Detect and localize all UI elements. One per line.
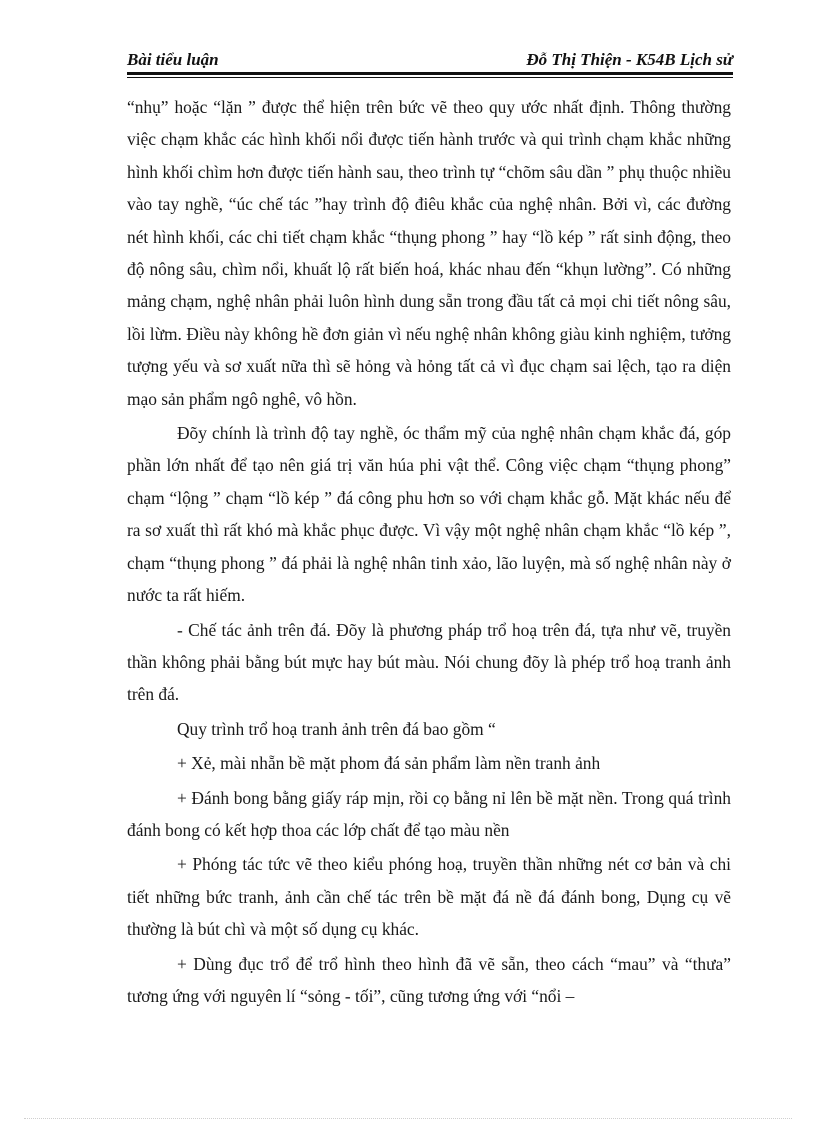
page-header [127, 46, 733, 70]
document-body [127, 91, 731, 1012]
list-item: + Phóng tác tức vẽ theo kiểu phóng hoạ, truyền thần những nét cơ bản và chi tiết những bức tranh, ảnh cần chế tác trên bề mặt đá nề đá đánh bong, Dụng cụ vẽ thường là bút chì và một số dụng cụ khác. [127, 854, 731, 940]
paragraph: Đõy chính là trình độ tay nghề, óc thẩm mỹ của nghệ nhân chạm khắc đá, góp phần lớn nhất để tạo nên giá trị văn húa phi vật thể. Công việc chạm “thụng phong” chạm “lộng ” chạm “lồ kép ” đá công phu hơn so với chạm khắc gỗ. Mặt khác nếu để ra sơ xuất thì rất khó mà khắc phục được. Vì vậy một nghệ nhân chạm khắc “lồ kép ”, chạm “thụng phong ” đá phải là nghệ nhân tinh xảo, lão luyện, mà số nghệ nhân này ở nước ta rất hiếm. [127, 423, 731, 606]
header-author-right: Đỗ Thị Thiện - K54B Lịch sử [526, 50, 733, 69]
page-bottom-border [24, 1118, 792, 1119]
list-item: + Dùng đục trổ để trổ hình theo hình đã vẽ sẵn, theo cách “mau” và “thưa” tương ứng với nguyên lí “sỏng - tối”, cũng tương ứng với “nổi – [127, 953, 731, 1006]
paragraph: Quy trình trổ hoạ tranh ảnh trên đá bao gồm “ [177, 718, 496, 739]
paragraph: “nhụ” hoặc “lặn ” được thể hiện trên bức vẽ theo quy ước nhất định. Thông thường việc chạm khắc các hình khối nổi được tiến hành trước và qui trình chạm khắc những hình khối chìm hơn được tiến hành sau, theo trình tự “chõm sâu dần ” phụ thuộc nhiều vào tay nghề, “úc chế tác ”hay trình độ điêu khắc của nghệ nhân. Bởi vì, các đường nét hình khối, các chi tiết chạm khắc “thụng phong ” hay “lồ kép ” rất sinh động, theo độ nông sâu, chìm nổi, khuất lộ rất biến hoá, khác nhau đến “khụn lường”. Có những mảng chạm, nghệ nhân phải luôn hình dung sẵn trong đầu tất cả mọi chi tiết nông sâu, lồi lừm. Điều này không hề đơn giản vì nếu nghệ nhân không giàu kinh nghiệm, tưởng tượng yếu và sơ xuất nữa thì sẽ hỏng và hỏng tất cả vì đục chạm sai lệch, tạo ra diện mạo sản phẩm ngô nghê, vô hồn. [127, 97, 731, 409]
list-item: + Xẻ, mài nhẵn bề mặt phom đá sản phẩm làm nền tranh ảnh [177, 753, 601, 774]
paragraph: - Chế tác ảnh trên đá. Đõy là phương pháp trổ hoạ trên đá, tựa như vẽ, truyền thần không phải bằng bút mực hay bút màu. Nói chung đõy là phép trổ hoạ tranh ảnh trên đá. [127, 619, 731, 705]
list-item: + Đánh bong bằng giấy ráp mịn, rồi cọ bằng nỉ lên bề mặt nền. Trong quá trình đánh bong có kết hợp thoa các lớp chất để tạo màu nền [127, 787, 731, 840]
header-title-left: Bài tiểu luận [127, 50, 219, 69]
header-rule [127, 72, 733, 75]
